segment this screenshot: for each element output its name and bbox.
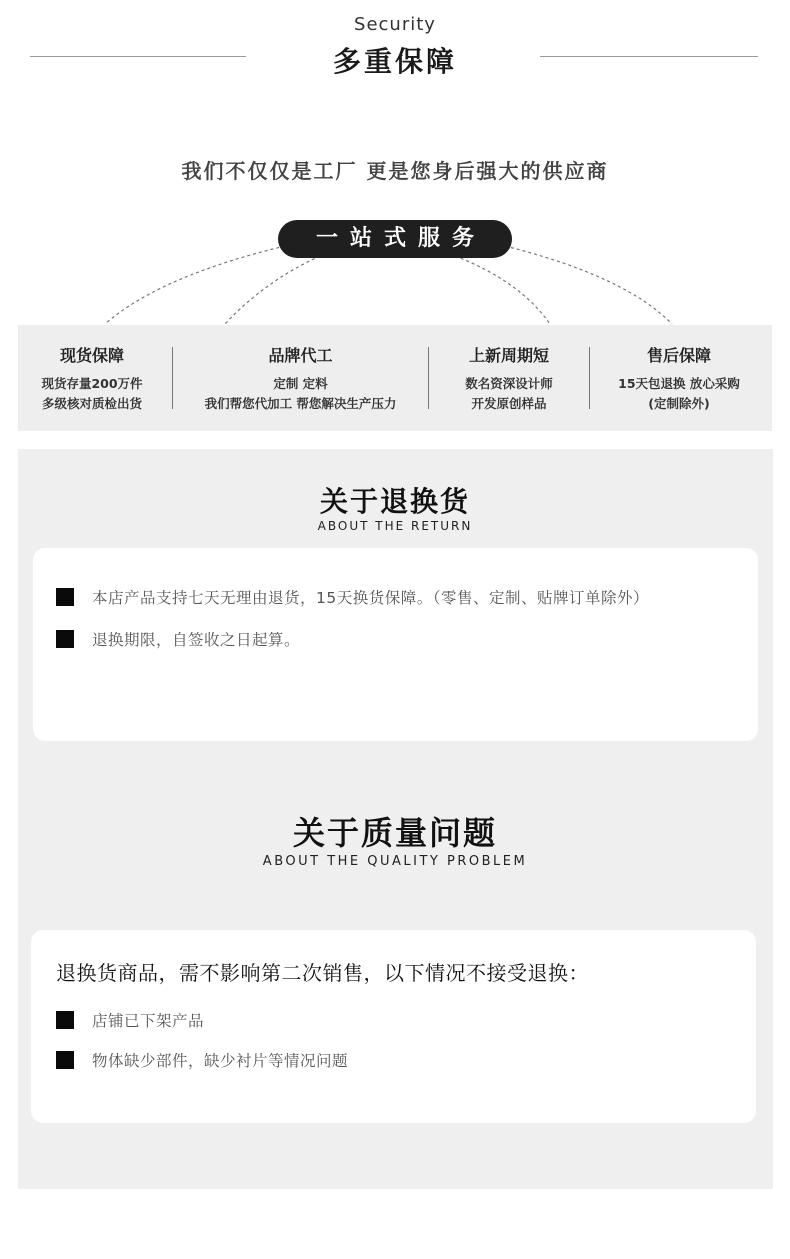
feature-line: 数名资深设计师 — [465, 375, 553, 391]
feature-line: 多级核对质检出货 — [41, 395, 142, 411]
quality-item-text: 物体缺少部件，缺少衬片等情况问题 — [92, 1052, 349, 1070]
feature-stock — [18, 343, 166, 414]
feature-line: 开发原创样品 — [471, 395, 547, 411]
returns-title: 关于退换货 — [319, 485, 470, 518]
feature-title: 品牌代工 — [268, 345, 333, 365]
square-bullet-icon — [56, 1051, 74, 1069]
returns-subtitle: ABOUT THE RETURN — [317, 519, 473, 533]
feature-title: 售后保障 — [646, 345, 711, 365]
header-title-en: Security — [354, 14, 436, 35]
header-title-cn: 多重保障 — [332, 45, 457, 78]
feature-line: 15天包退换 放心采购 — [618, 375, 740, 391]
quality-item — [56, 1009, 204, 1031]
feature-title: 现货保障 — [59, 345, 124, 365]
square-bullet-icon — [56, 1011, 74, 1029]
quality-subtitle: ABOUT THE QUALITY PROBLEM — [262, 854, 528, 869]
feature-new-arrivals — [429, 343, 589, 414]
feature-oem — [173, 343, 428, 414]
returns-item — [56, 586, 649, 608]
quality-item-text: 店铺已下架产品 — [92, 1012, 205, 1030]
quality-title: 关于质量问题 — [292, 814, 497, 852]
one-stop-service-badge: 一站式服务 — [278, 220, 512, 258]
feature-after-sales — [590, 343, 768, 414]
feature-strip — [18, 325, 772, 431]
tagline: 我们不仅仅是工厂 更是您身后强大的供应商 — [181, 159, 609, 183]
feature-line: 现货存量200万件 — [41, 375, 143, 391]
feature-line: 定制 定料 — [273, 375, 328, 391]
returns-item — [56, 628, 300, 650]
square-bullet-icon — [56, 588, 74, 606]
feature-line: 我们帮您代加工 帮您解决生产压力 — [204, 395, 397, 411]
feature-title: 上新周期短 — [468, 345, 549, 365]
quality-lead-text: 退换货商品，需不影响第二次销售，以下情况不接受退换： — [56, 961, 589, 985]
returns-item-text: 本店产品支持七天无理由退货，15天换货保障。（零售、定制、贴牌订单除外） — [92, 589, 649, 607]
quality-item — [56, 1049, 348, 1071]
returns-item-text: 退换期限，自签收之日起算。 — [92, 631, 301, 649]
feature-line: (定制除外) — [648, 395, 710, 411]
square-bullet-icon — [56, 630, 74, 648]
